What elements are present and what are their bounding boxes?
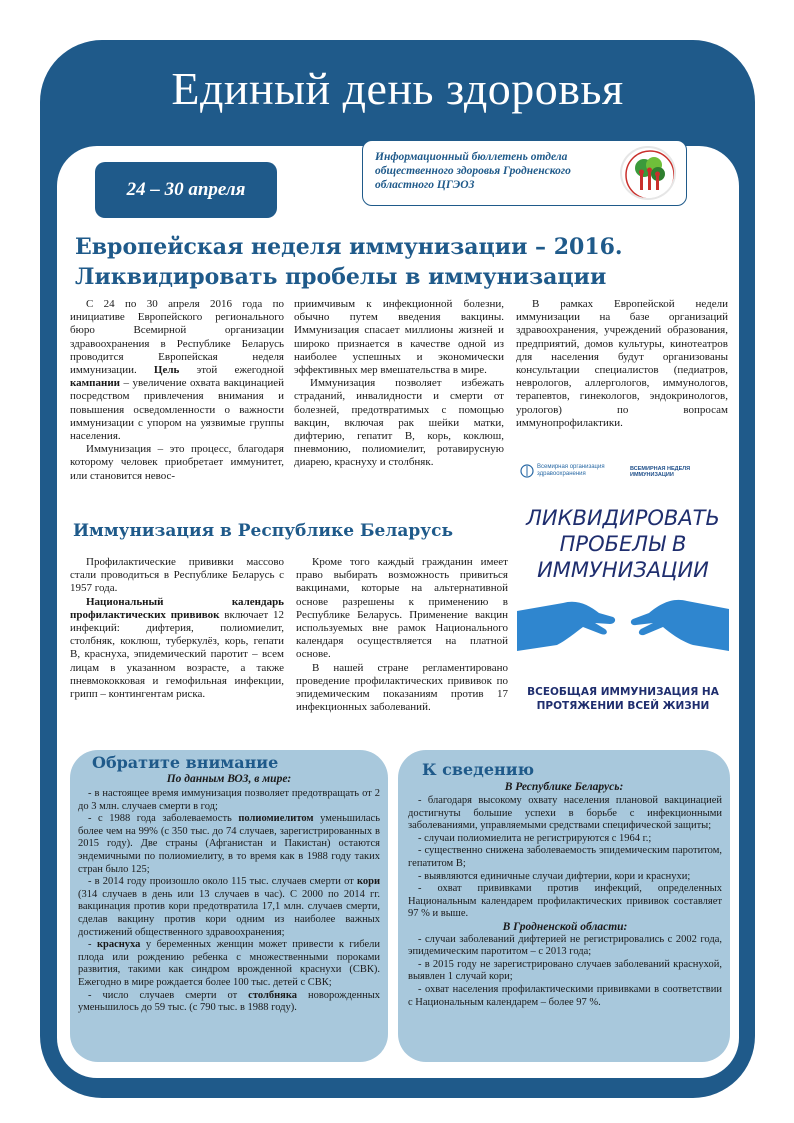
belarus-paragraph: Кроме того каждый гражданин имеет право выбирать возможность привиться вакцинами, которые на альтернативной основе разрешены к применению в Республике Беларусь. Применение вакцин используемых вне рамок Национального календаря осуществляется на платной основе. [296,556,508,661]
attention-subtitle: По данным ВОЗ, в мире: [166,773,292,785]
attention-bubble [70,750,388,1062]
list-item: - благодаря высокому охвату населения плановой вакцинацией достигнуты большие успехи в борьбе с инфекционными заболеваниями, управляемыми средствами специфической защиты; [408,795,722,832]
list-item: - в 2014 году произошло около 115 тыс. случаев смерти от кори (314 случаев в день или 13 случаев в час). С 2000 по 2014 гг. вакцинация против кори предотвратила 17,1 млн. случаев смерти, сделав вакцину против кори одним из наиболее важных достижений общественного здравоохранения; [78,876,381,938]
article-paragraph: С 24 по 30 апреля 2016 года по инициативе Европейского регионального бюро Всемирной организации здравоохранения в Республике Беларусь проводится Европейская неделя иммунизации. Цель этой ежегодной кампании – увеличение охвата вакцинацией посредством привлечения внимания и повышения осведомленности о важности иммунизации с упором на уязвимые группы населения. [70,298,285,443]
poster-caption2: ПРОТЯЖЕНИИ ВСЕЙ ЖИЗНИ [536,700,710,712]
attention-title: Обратите внимание [92,753,279,772]
info-list-belarus [408,795,722,1009]
date-badge: 24 – 30 апреля [95,162,277,218]
article-column-2 [294,298,504,470]
belarus-paragraph: Национальный календарь профилактических прививок включает 12 инфекций: дифтерия, полиомиелит, столбняк, коклюш, туберкулёз, корь, гепати В, краснуха, эпидемический паротит – всем лицам в указанном возрасте, а также пневмококковая и гемофильная инфекции, грипп – контингентам риска. [70,595,284,701]
world-immunization-week-label: ВСЕМИРНАЯ НЕДЕЛЯ ИММУНИЗАЦИИ [630,466,691,478]
article-title-line2: Ликвидировать пробелы в иммунизации [75,264,607,290]
right-hand-icon [631,600,729,651]
poster-line3: ИММУНИЗАЦИИ [537,558,709,582]
belarus-section-title: Иммунизация в Республике Беларусь [73,521,453,541]
poster-graphic [517,495,729,720]
list-item: - с 1988 года заболеваемость полиомиелитом уменьшилась более чем на 99% (с 350 тыс. до 74 случаев, зарегистрированных в 2015 году). Две страны (Афганистан и Пакистан) остаются эндемичными по полиомиелиту, в то время как в 1988 году таких стран было 125; [78,813,380,875]
list-item: - существенно снижена заболеваемость эпидемическим паротитом, гепатитом В; [408,845,722,869]
belarus-paragraph: В нашей стране регламентировано проведение профилактических прививок по эпидемическим показаниям против 17 инфекционных заболеваний. [296,661,508,714]
who-org-name: Всемирная организация здравоохранения [537,464,605,477]
article-paragraph: Иммунизация позволяет избежать страданий, инвалидности и смерти от болезней, предотвратимых с помощью вакцин, включая рак шейки матки, дифтерию, гепатит В, корь, коклюш, пневмонию, полиомиелит, ротавирусную диарею, краснуху и столбняк. [294,377,504,469]
main-title: Единый день здоровья [171,63,624,114]
info-subtitle-grodno: В Гродненской области: [502,920,628,933]
article-paragraph: приимчивым к инфекционной болезни, обычно путем введения вакцины. Иммунизация спасает миллионы жизней и широко признается в качестве одной из наиболее успешных и экономически эффективных мер вмешательства в мире. [294,298,504,377]
poster-caption1: ВСЕОБЩАЯ ИММУНИЗАЦИЯ НА [527,686,719,698]
national-calendar-label: Национальный календарь профилактических прививок [70,595,284,621]
list-item: - краснуха у беременных женщин может привести к гибели плода или рождению ребенка с множественными пороками развития, такими как синдром врожденной краснухи (СВК). Ежегодно в мире рождается более 100 тыс. детей с СВК; [78,939,381,988]
list-item: - охват прививками против инфекций, определенных Национальным календарем профилактических прививок составляет 97 % и выше. [408,883,722,920]
list-item: - выявляются единичные случаи дифтерии, кори и краснухи; [418,870,691,882]
center-logo-icon [620,146,676,200]
poster-line1: ЛИКВИДИРОВАТЬ [526,506,720,530]
poster-line2: ПРОБЕЛЫ В [559,532,687,556]
who-logos-row [520,462,728,482]
campaign-label: кампании [70,377,121,390]
article-paragraph: В рамках Европейской недели иммунизации на базе организаций здравоохранения, учреждений образования, предприятий, домов культуры, кинотеатров для населения будут организованы консультации специалистов (педиатров, неврологов, аллергологов, иммунологов, терапевтов, гинекологов, эндокринологов, урологов) по вопросам иммунопрофилактики. [516,298,728,429]
article-title-line1: Европейская неделя иммунизации – 2016. [75,234,623,260]
list-item: - в настоящее время иммунизация позволяет предотвращать от 2 до 3 млн. случаев смерти в год; [78,788,380,812]
left-hand-icon [517,602,615,651]
who-emblem-icon [520,464,534,478]
article-paragraph: Иммунизация – это процесс, благодаря которому человек приобретает иммунитет, или становится невос- [70,443,284,482]
info-subtitle-belarus: В Республике Беларусь: [504,781,624,793]
attention-list [78,788,380,1015]
article-title [75,232,735,292]
article-column-1 [70,298,284,483]
for-information-bubble [398,750,730,1062]
list-item: - охват населения профилактическими прививками в соответствии с Национальным календарем – более 97 %. [408,983,722,1008]
list-item: - случаи полиомиелита не регистрируются с 1964 г.; [418,832,652,844]
belarus-column-1 [70,556,284,701]
list-item: - случаи заболеваний дифтерией не регистрировались с 2002 года, эпидемическим паротитом – с 2013 года; [408,933,722,958]
bulletin-info-box [362,140,687,206]
list-item: - число случаев смерти от столбняка новорожденных уменьшилось до 59 тыс. (с 790 тыс. в 1988 году). [78,989,380,1014]
article-column-3 [516,298,728,430]
info-title: К сведению [422,760,534,779]
immunization-poster [517,495,729,720]
list-item: - в 2015 году не зарегистрировано случаев заболеваний краснухой, выявлен 1 случай кори; [408,958,722,983]
bulletin-info-text: Информационный бюллетень отдела общественного здоровья Гродненского областного ЦГЭОЗ [375,151,571,191]
goal-label: Цель [153,364,180,377]
belarus-column-2 [296,556,508,714]
belarus-paragraph: Профилактические прививки массово стали проводиться в Республике Беларусь с 1957 года. [70,556,284,595]
